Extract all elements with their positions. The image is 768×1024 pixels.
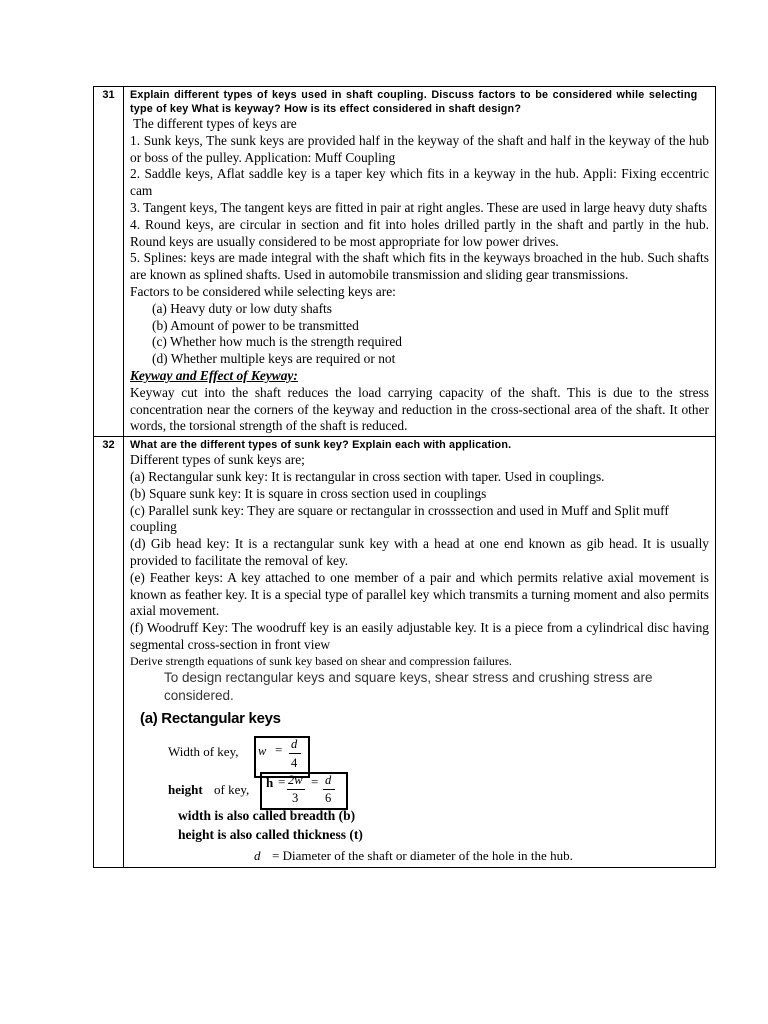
question-number: 31 (94, 87, 124, 437)
width-denominator: 4 (291, 755, 298, 770)
sunk-key-item: (a) Rectangular sunk key: It is rectangular in cross section with taper. Used in couplings. (130, 468, 605, 484)
question-31-body (124, 87, 716, 437)
keyway-text: Keyway cut into the shaft reduces the load carrying capacity of the shaft. This is due to the stress concentration near the corners of the keyway and reduction in the cross-sectional area of the shaft. It other words, the torsional strength of the shaft is reduced. (130, 384, 709, 434)
sunk-key-item: (f) Woodruff Key: The woodruff key is an easily adjustable key. It is a piece from a cylindrical disc having segmental cross-section in front view (130, 620, 709, 652)
keys-intro: The different types of keys are (133, 116, 297, 131)
height-lhs: h (266, 774, 274, 790)
factor-item: (b) Amount of power to be transmitted (152, 317, 359, 333)
width-label: Width of key, (168, 743, 239, 759)
question-31-title: Explain different types of keys used in shaft coupling. Discuss factors to be considered while selecting type of key What is keyway? How is its effect considered in shaft design? (130, 89, 698, 115)
height-thickness-note: height is also called thickness (t) (178, 826, 363, 842)
key-type-3: 3. Tangent keys, The tangent keys are fitted in pair at right angles. These are used in large heavy duty shafts (130, 199, 708, 215)
factor-item: (d) Whether multiple keys are required or not (152, 351, 396, 367)
sunk-keys-intro: Different types of sunk keys are; (130, 452, 305, 468)
factors-intro: Factors to be considered while selecting keys are: (130, 283, 396, 299)
height-denominator-2: 6 (325, 790, 332, 805)
fraction-bar (289, 753, 301, 754)
rectangular-keys-heading: (a) Rectangular keys (140, 709, 281, 727)
height-label-bold: height (168, 781, 203, 797)
questions-table (93, 86, 716, 868)
question-32-body (124, 437, 716, 867)
question-32-row (94, 437, 716, 867)
sunk-key-item: (e) Feather keys: A key attached to one member of a pair and which permits relative axial movement is known as feather key. It is a special type of parallel key which transmits a turning moment and also permits axial movement. (130, 569, 709, 619)
height-equals-2: = (311, 773, 319, 789)
height-denominator-1: 3 (292, 790, 299, 805)
width-numerator: d (291, 736, 298, 751)
question-32-title: What are the different types of sunk key? Explain each with application. (130, 439, 512, 452)
design-note: To design rectangular keys and square keys, shear stress and crushing stress are considered. (164, 669, 653, 703)
factors-list (130, 301, 709, 368)
factor-item: (c) Whether how much is the strength required (152, 334, 403, 350)
width-breadth-note: width is also called breadth (b) (178, 807, 356, 823)
d-definition (130, 848, 709, 866)
sunk-key-item: (c) Parallel sunk key: They are square or rectangular in crosssection and used in Muff and Split muff coupling (130, 502, 669, 535)
sunk-key-item: (b) Square sunk key: It is square in cross section used in couplings (130, 485, 487, 501)
key-formulas (130, 728, 709, 842)
question-number: 32 (94, 437, 124, 867)
sunk-key-item: (d) Gib head key: It is a rectangular sunk key with a head at one end known as gib head. It is usually provided to facilitate the removal of key. (130, 536, 709, 568)
width-equals: = (275, 741, 283, 757)
width-lhs: w (258, 743, 267, 758)
keyway-heading: Keyway and Effect of Keyway: (130, 367, 298, 383)
d-definition-text: = Diameter of the shaft or diameter of the hole in the hub. (272, 847, 573, 863)
height-numerator-2: d (325, 772, 332, 787)
factor-item: (a) Heavy duty or low duty shafts (152, 300, 332, 316)
question-31-row (94, 87, 716, 437)
key-type-1: 1. Sunk keys, The sunk keys are provided half in the keyway of the shaft and half in the keyway of the hub or boss of the pulley. Application: Muff Coupling (130, 132, 709, 165)
derive-prompt: Derive strength equations of sunk key based on shear and compression failures. (130, 653, 512, 668)
height-label: of key, (214, 781, 250, 797)
height-numerator-1: 2w (288, 772, 303, 787)
height-equals: = (278, 773, 286, 789)
d-symbol: d (254, 847, 261, 863)
key-type-4: 4. Round keys, are circular in section and fit into holes drilled partly in the shaft and partly in the hub. Round keys are usually considered to be most appropriate for low power drives. (130, 216, 709, 249)
key-type-2: 2. Saddle keys, Aflat saddle key is a taper key which fits in a keyway in the hub. Appli: Fixing eccentric cam (130, 166, 709, 199)
key-type-5: 5. Splines: keys are made integral with the shaft which fits in the keyways broached in the hub. Such shafts are known as splined shafts. Used in automobile transmission and sliding gear transmissions. (130, 250, 709, 283)
